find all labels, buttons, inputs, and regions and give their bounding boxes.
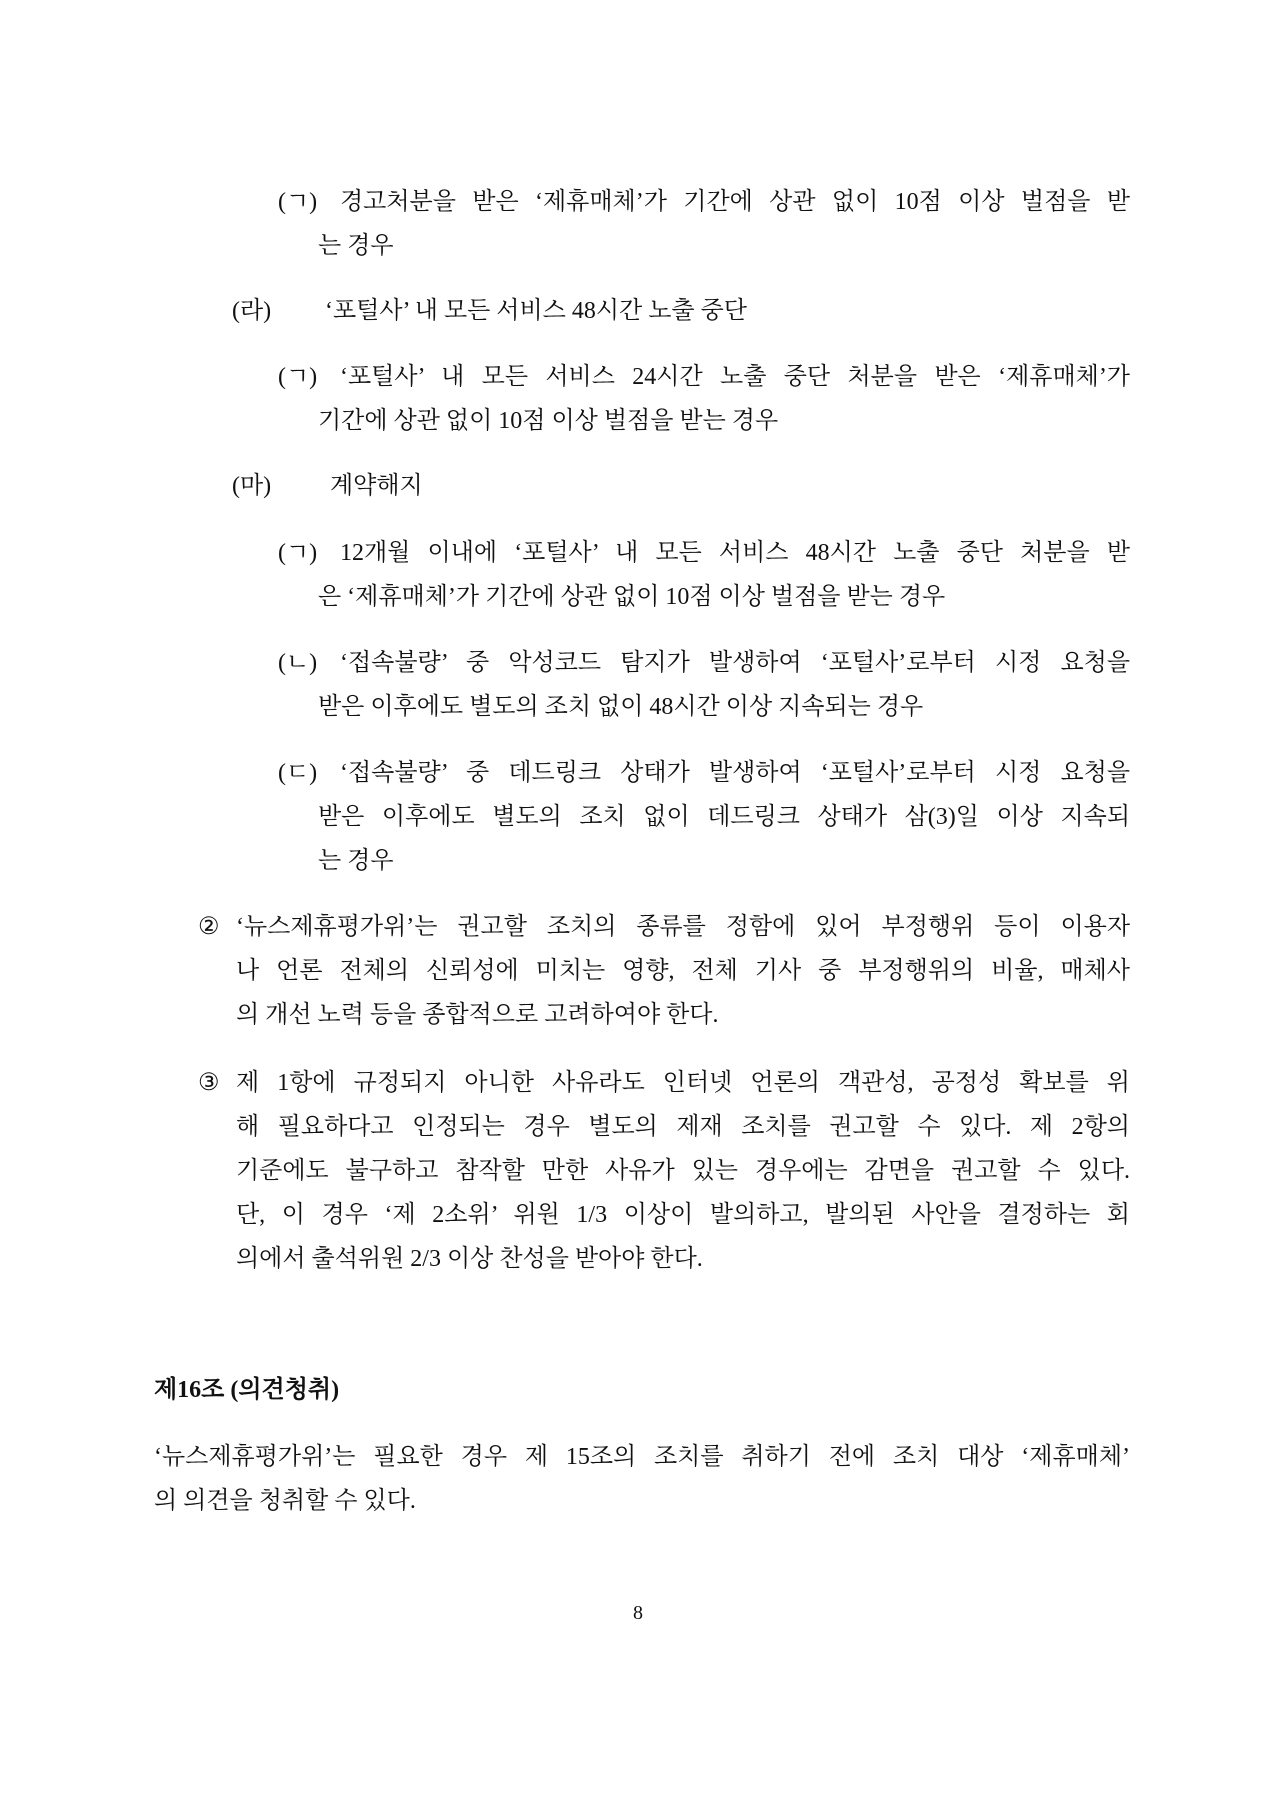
text-line: 는 경우 — [318, 848, 394, 874]
text-line: ‘뉴스제휴평가위’는 권고할 조치의 종류를 정함에 있어 부정행위 등이 이용자 — [236, 914, 1130, 940]
text-line: 해 필요하다고 인정되는 경우 별도의 제재 조치를 권고할 수 있다. 제 2항의 — [236, 1114, 1130, 1140]
text-line: 의에서 출석위원 2/3 이상 찬성을 받아야 한다. — [236, 1246, 703, 1272]
text-line: 의 개선 노력 등을 종합적으로 고려하여야 한다. — [236, 1002, 719, 1028]
text-line: 계약해지 — [330, 473, 423, 499]
page-number: 8 — [633, 1602, 643, 1624]
text-line: 나 언론 전체의 신뢰성에 미치는 영향, 전체 기사 중 부정행위의 비율, 매체사 — [236, 958, 1130, 984]
text-line: ‘포털사’ 내 모든 서비스 24시간 노출 중단 처분을 받은 ‘제휴매체’가 — [340, 364, 1130, 390]
text-line: 은 ‘제휴매체’가 기간에 상관 없이 10점 이상 벌점을 받는 경우 — [318, 584, 946, 610]
text-line: 기간에 상관 없이 10점 이상 벌점을 받는 경우 — [318, 408, 779, 434]
paragraph-marker: ③ — [198, 1070, 220, 1096]
list-marker: (라) — [232, 298, 272, 324]
text-line: 의 의견을 청취할 수 있다. — [154, 1488, 416, 1514]
paragraph-marker: ② — [198, 914, 220, 940]
text-line: 경고처분을 받은 ‘제휴매체’가 기간에 상관 없이 10점 이상 벌점을 받 — [340, 189, 1130, 215]
list-marker: (ㄱ) — [278, 189, 318, 215]
text-line: 는 경우 — [318, 233, 394, 259]
text-line: 받은 이후에도 별도의 조치 없이 데드링크 상태가 삼(3)일 이상 지속되 — [318, 804, 1130, 830]
text-line: 기준에도 불구하고 참작할 만한 사유가 있는 경우에는 감면을 권고할 수 있다. — [236, 1158, 1130, 1184]
text-line: 제 1항에 규정되지 아니한 사유라도 인터넷 언론의 객관성, 공정성 확보를 위 — [236, 1070, 1130, 1096]
list-marker: (ㄷ) — [278, 760, 318, 786]
text-line: ‘접속불량’ 중 데드링크 상태가 발생하여 ‘포털사’로부터 시정 요청을 — [340, 760, 1130, 786]
text-line: ‘접속불량’ 중 악성코드 탐지가 발생하여 ‘포털사’로부터 시정 요청을 — [340, 650, 1130, 676]
text-line: 단, 이 경우 ‘제 2소위’ 위원 1/3 이상이 발의하고, 발의된 사안을 결정하는 회 — [236, 1202, 1130, 1228]
list-marker: (ㄴ) — [278, 650, 318, 676]
text-line: 받은 이후에도 별도의 조치 없이 48시간 이상 지속되는 경우 — [318, 694, 924, 720]
text-line: 12개월 이내에 ‘포털사’ 내 모든 서비스 48시간 노출 중단 처분을 받 — [340, 540, 1130, 566]
list-marker: (마) — [232, 473, 272, 499]
article-heading: 제16조 (의견청취) — [154, 1377, 340, 1403]
text-line: ‘뉴스제휴평가위’는 필요한 경우 제 15조의 조치를 취하기 전에 조치 대상 ‘제휴매체’ — [154, 1444, 1130, 1470]
text-line: ‘포털사’ 내 모든 서비스 48시간 노출 중단 — [325, 298, 747, 324]
list-marker: (ㄱ) — [278, 540, 318, 566]
list-marker: (ㄱ) — [278, 364, 318, 390]
